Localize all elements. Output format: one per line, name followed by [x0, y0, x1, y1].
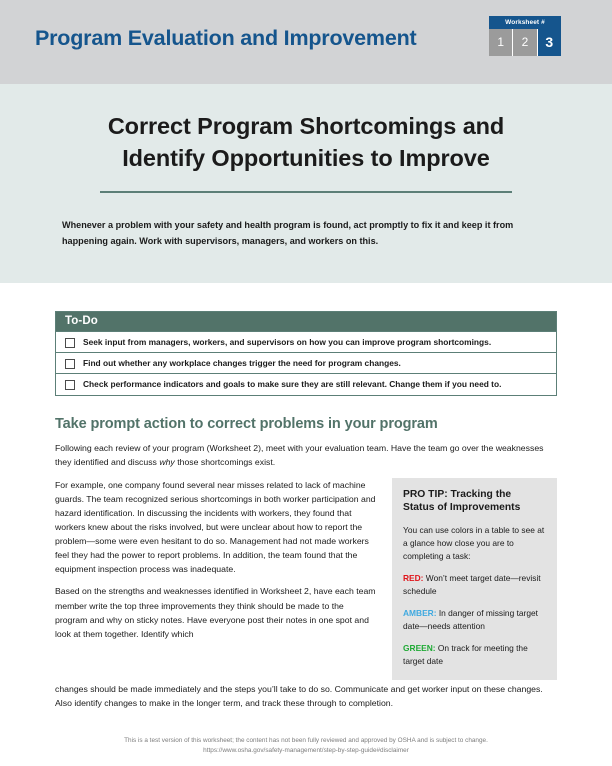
worksheet-number-2[interactable]: 2: [513, 29, 537, 56]
two-column-region: [55, 478, 557, 680]
title-divider: [100, 191, 512, 193]
status-label-red: RED:: [403, 572, 424, 583]
left-column: [55, 478, 377, 641]
status-text-red: Won’t meet target date—revisit schedule: [403, 572, 541, 596]
status-label-amber: AMBER:: [403, 607, 437, 618]
status-text-green: On track for meeting the target date: [403, 642, 528, 666]
worksheet-number-1[interactable]: 1: [489, 29, 513, 56]
todo-item[interactable]: [56, 331, 556, 352]
footer-disclaimer: This is a test version of this worksheet; the content has not been fully reviewed and approved by OSHA and is subject to change.: [124, 736, 488, 744]
emphasis-why: why: [159, 456, 175, 467]
paragraph-example: For example, one company found several near misses related to lack of machine guards. The team recognized serious shortcomings in both worker participation and hazard identification. In discussing the incidents with workers, they found that workers knew about the risks involved, but were unclear about how to report the problem—some were even hesitant to do so. Management had not made workers feel they had the power to report problems. In addition, the team found that the equipment inspection process was inadequate.: [55, 479, 376, 575]
footer-url[interactable]: https://www.osha.gov/safety-management/step-by-step-guide#disclaimer: [203, 746, 409, 754]
worksheet-widget-label: Worksheet #: [489, 16, 561, 29]
paragraph-tail: changes should be made immediately and the steps you’ll take to do so. Communicate and get worker input on these changes. Also identify changes to make in the longer term, and track these through to completion.: [55, 683, 543, 708]
page-header: [0, 0, 612, 84]
todo-item-label: Find out whether any workplace changes trigger the need for program changes.: [83, 358, 401, 369]
page-title: Program Evaluation and Improvement: [35, 26, 417, 50]
pro-tip-intro: You can use colors in a table to see at a glance how close you are to completing a task:: [403, 524, 545, 561]
worksheet-title-line-2: Identify Opportunities to Improve: [122, 145, 490, 172]
status-text-amber: In danger of missing target date—needs attention: [403, 607, 538, 631]
worksheet-number-widget: [489, 16, 561, 56]
pro-tip-status-green: [403, 642, 546, 668]
worksheet-title-line-1: Correct Program Shortcomings and: [107, 113, 505, 139]
pro-tip-status-amber: [403, 607, 546, 633]
todo-box: [55, 311, 557, 396]
paragraph-based-on: Based on the strengths and weaknesses identified in Worksheet 2, have each team member write the top three improvements they think should be made to the program and why on sticky notes. Have everyone post their notes in one spot and look at them together. Identify which: [55, 586, 376, 639]
section-heading: Take prompt action to correct problems in your program: [55, 415, 438, 432]
pro-tip-box: [392, 478, 557, 680]
pro-tip-status-red: [403, 572, 546, 598]
pro-tip-title-line-2: Status of Improvements: [403, 502, 521, 514]
todo-box-heading: To-Do: [56, 312, 556, 331]
todo-item[interactable]: [56, 352, 556, 373]
todo-item-label: Seek input from managers, workers, and supervisors on how you can improve program shortcomings.: [83, 337, 492, 347]
checkbox-icon[interactable]: [65, 380, 75, 390]
page-footer: [0, 736, 612, 757]
checkbox-icon[interactable]: [65, 359, 75, 369]
main-content: [0, 311, 612, 710]
status-label-green: GREEN:: [403, 642, 436, 653]
todo-item[interactable]: [56, 373, 556, 394]
pro-tip-title: [403, 488, 546, 515]
worksheet-number-list: [489, 29, 561, 56]
todo-item-label: Check performance indicators and goals to make sure they are still relevant. Change them if you need to.: [83, 379, 502, 390]
pro-tip-title-line-1: PRO TIP: Tracking the: [403, 488, 512, 500]
checkbox-icon[interactable]: [65, 338, 75, 348]
intro-paragraph: Whenever a problem with your safety and health program is found, act promptly to fix it and keep it from happening again. Work with supervisors, managers, and workers on this.: [62, 219, 514, 247]
title-band: [0, 84, 612, 283]
section-intro-paragraph: Following each review of your program (Worksheet 2), meet with your evaluation team. Have the team go over the weaknesses they identified and discuss why those shortcomings exist.: [55, 442, 544, 467]
worksheet-title: [0, 110, 612, 174]
worksheet-number-3-active[interactable]: 3: [538, 29, 561, 56]
